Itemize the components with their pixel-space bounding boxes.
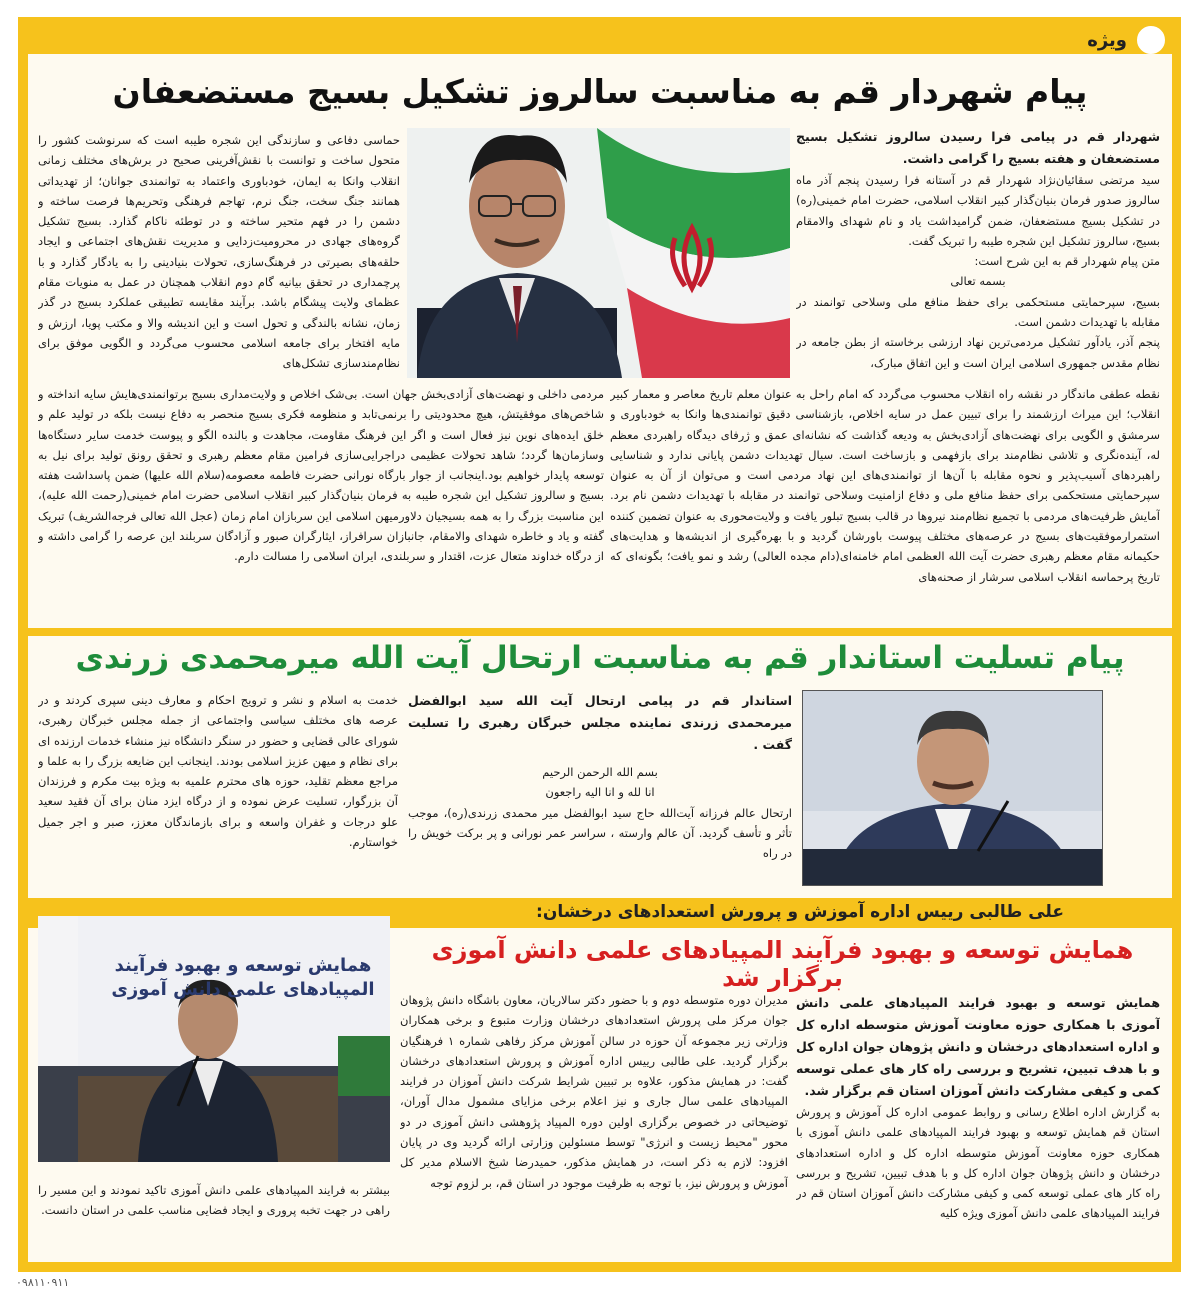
section-badge (1087, 24, 1167, 56)
article3-title: همایش توسعه و بهبود فرآیند المپیادهای علمی دانش آموزی برگزار شد (431, 936, 1134, 992)
article2-basmala: بسم الله الرحمن الرحیم (542, 765, 658, 779)
article3-right-column (796, 992, 1160, 1254)
article3-kicker: علی طالبی رییس اداره آموزش و پرورش استعدادهای درخشان: (536, 902, 1064, 922)
article2-right-column (408, 690, 792, 890)
article1-middle-column: نقطه عطفی ماندگار در نقشه راه انقلاب محسوب می‌گردد که امام راحل به عنوان معلم تاریخ معاصر و معمار کبیر انقلاب؛ این میراث ارزشمند را برای تبیین عمل در سایه اخلاص، بازشناسی دقیق توانمندی‌ها وانکا به خودباوری و سرمشق و الگویی برای نهضت‌های آزادی‌بخش به ودیعه گذاشت که نشانه‌ای عمق و ژرفای دیدگاه راهبردی معظم له، آینده‌نگری و تلاشی نظام‌مند برای بازفهمی و بازساخت است. سیال تهدیدات دشمن پایانی ندارد و شناسایی راهبردهای آسیب‌پذیر و نحوه مقابله با آن‌ها از توانمندی‌های این نهاد مردمی است و می‌توان از آن به عنوان سپرحمایتی مستحکمی برای حفظ منافع ملی و دفاع ازامنیت وسلاحی توانمند در مقابله با تهدیدات دشمن نام برد. آمایش ظرفیت‌های مردمی با تجمیع نظام‌مند نیروها در قالب بسیج تبلور یافت و ولایت‌محوری به عنوان تضمین کننده استمرارموفقیت‌های بسیج در عرصه‌های مختلف پیوست باورشان گردید و با بهره‌گیری از اندیشه‌ها و هدایت‌های حکیمانه مقام معظم رهبری حضرت آیت الله العظمی امام خامنه‌ای(دام مجده العالی) رشد و نمو یافت؛ بگونه‌ای که تاریخ پرحماسه انقلاب اسلامی سرشار از صحنه‌های (610, 387, 1160, 584)
article1-para: سید مرتضی سقائیان‌نژاد شهردار قم در آستانه فرا رسیدن پنجم آذر ماه سالروز صدور فرمان بنیان‌گذار کبیر انقلاب اسلامی، حضرت امام خمینی(ره) در تشکیل بسیج مستضعفان، ضمن گرامیداشت یاد و نام شهدای والامقام بسیج، سالروز تشکیل این شجره طیبه را تبریک گفت. (796, 173, 1160, 248)
governor-photo (802, 690, 1103, 886)
article1-right-column (796, 126, 1160, 380)
article2-inna: انا لله و انا الیه راجعون (545, 785, 655, 800)
article3-right-body: به گزارش اداره اطلاع رسانی و روابط عمومی اداره کل آموزش و پرورش استان قم همایش توسعه و بهبود فرایند المپیادهای علمی دانش آموزی با همکاری حوزه معاونت آموزش متوسطه اداره کل و اداره استعدادهای درخشان و دانش پژوهان جوان اداره کل و با هدف تبیین، تشریح و بررسی راه کار های عملی توسعه کمی و کیفی مشارکت دانش آموزان استان قم در فرایند المپیادهای علمی دانش آموزی ویژه کلیه (796, 1105, 1160, 1221)
article2-body: ارتحال عالم فرزانه آیت‌الله حاج سید ابوالفضل میر محمدی زرندی(ره)، موجب تأثر و تأسف گردید. آن عالم وارسته ، سراسر عمر نورانی و پر برکت خویش را در راه (408, 805, 792, 861)
conference-photo (38, 916, 390, 1162)
banner-line2: المپیادهای علمی دانش آموزی (111, 979, 375, 1000)
article3-middle-column: مدیران دوره متوسطه دوم و با حضور دکتر سالاریان، معاون باشگاه دانش پژوهان جوان مرکز ملی پرورش استعدادهای درخشان وزارت متبوع و برخی همکاران وزارتی زیر مجموعه آن حوزه در سالن آموزش مرکز رفاهی شماره ۱ فرهنگیان برگزار گردید. علی طالبی رییس اداره آموزش و پرورش استعدادهای درخشان گفت: در همایش مذکور، علاوه بر تبیین شرایط شرکت دانش آموزان در فرایند المپیادهای علمی سال جاری و نیز اعلام برخی مزایای مشمول مدال آوران، توضیحاتی در خصوص برگزاری اولین دوره المپیاد پژوهشی دانش آموزی در دو محور "محیط زیست و انرژی" توسط مسئولین وزارتی ارائه گردید وی در پایان افزود: لازم به ذکر است، در همایش مذکور، حمیدرضا شیخ الاسلام مدیر کل آموزش و پرورش نیز، با توجه به ظرفیت موجود در استان قم، بر لزوم توجه (400, 993, 788, 1190)
mayor-photo (407, 128, 790, 378)
section-label: ویژه (1087, 29, 1127, 51)
article2-left-column: خدمت به اسلام و نشر و ترویج احکام و معارف دینی سپری کردند و در عرصه های مختلف سیاسی واجتماعی از جمله مجلس خبرگان رهبری، شورای عالی قضایی و حضور در سنگر دانشگاه نیز منشاء خدمات ارزنده ای برای نظام و میهن عزیز اسلامی بودند. اینجانب این ضایعه بزرگ را به علما و مراجع معظم تقلید، حوزه های محترم علمیه به ویژه بیت مکرم و فرزندان آن بزرگوار، تسلیت عرض نموده و از درگاه ایزد منان برای آن فقید سعید علو درجات و غفران واسعه و برای بازماندگان معزز، صبر و اجر جمیل خواستارم. (38, 693, 398, 850)
article2-lead: استاندار قم در پیامی ارتحال آیت الله سید ابوالفضل میرمحمدی زرندی نماینده مجلس خبرگان رهبری را تسلیت گفت . (408, 693, 792, 752)
article3-lead: همایش توسعه و بهبود فرایند المپیادهای علمی دانش آموزی با همکاری حوزه معاونت آموزش متوسطه اداره کل و اداره استعدادهای درخشان و دانش پژوهان جوان اداره کل و با هدف تبیین، تشریح و بررسی راه کار های عملی توسعه کمی و کیفی مشارکت دانش آموزان استان قم برگزار شد. (796, 995, 1160, 1098)
article1-bismillah: بسمه تعالی (950, 274, 1006, 289)
article1-left-top: حماسی دفاعی و سازندگی این شجره طیبه است که سرنوشت کشور را متحول ساخت و توانست با نقش‌آفرینی صحیح در برش‌های مختلف زمانی انقلاب وانکا به ایمان، خودباوری واعتماد به توانمندی جوانان؛ از تهدیداتی همانند جنگ سخت، جنگ نرم، تهاجم فرهنگی وتحریم‌ها فرصت ساخته و دشمن را در فهم متحیر ساخته و در توطئه ناکام گذارد. بسیج تشکیل گروه‌های جهادی در محرومیت‌زدایی و مدیریت نقش‌های اجتماعی و ایجاد حلقه‌های بصیرتی در فرهنگ‌سازی، تحولات بنیادینی را به یادگار گذارد و با پرچمداری در تحقق بیانیه گام دوم انقلاب همچنان در عمل به منویات مقام عظمای ولایت پیشگام باشد. برآیند مقایسه تطبیقی عملکرد بسیج در گذر زمان، نشانه بالندگی و تحول است و این اندیشه والا و مکتب پویا، ارزش و مایه افتخار برای جامعه اسلامی محسوب می‌گردد و الگویی موفق برای نظام‌مندسازی تشکل‌های (38, 133, 400, 371)
article3-left-column: بیشتر به فرایند المپیادهای علمی دانش آموزی تاکید نمودند و این مسیر را راهی در جهت تخبه پروری و ایجاد فضایی مناسب علمی در استان دانست. (38, 1183, 390, 1218)
article1-para: متن پیام شهردار قم به این شرح است: (974, 254, 1160, 269)
article1-lead: شهردار قم در پیامی فرا رسیدن سالروز تشکیل بسیج مستضعفان و هفته بسیج را گرامی داشت. (796, 129, 1160, 166)
footer-phone-number: ۰۹۸۱۱۰۹۱۱ (16, 1276, 70, 1289)
banner-line1: همایش توسعه و بهبود فرآیند (114, 955, 372, 976)
article1-para: پنجم آذر، یادآور تشکیل مردمی‌ترین نهاد ارزشی برخاسته از بطن جامعه در نظام مقدس جمهوری اسلامی ایران است و این اتفاق مبارک، (796, 335, 1160, 370)
article1-title: پیام شهردار قم به مناسبت سالروز تشکیل بسیج مستضعفان (112, 72, 1088, 111)
article1-para: بسیج، سپرحمایتی مستحکمی برای حفظ منافع ملی وسلاحی توانمند در مقابله با تهدیدات دشمن است. (796, 294, 1160, 330)
article2-title: پیام تسلیت استاندار قم به مناسبت ارتحال آیت الله میرمحمدی زرندی (75, 640, 1125, 676)
circle-icon (1135, 24, 1167, 56)
article1-left-bottom: مردمی داخلی و نهضت‌های آزادی‌بخش جهان است. بی‌شک اخلاص و ولایت‌مداری بسیج برتوانمندی‌هایش سایه انداخته و شاخص‌های موفقیتش، هیچ محدودیتی را برنمی‌تابد و منظومه فکری بسیج منحصر به دفاع نیست بلکه در تولید علم و خلق ایده‌های نوین نیز فعال است و اگر این فرهنگ مقاومت، مجاهدت و بالنده الگو و پیوست خدمت سایر دستگاه‌ها وسازمان‌ها گردد؛ شاهد تحولات عظیمی دراجرایی‌سازی فرامین مقام معظم رهبری و تحقق رونق تولید برای نیل به توسعه پایدار خواهیم بود.اینجانب از جوار بارگاه نورانی حضرت فاطمه معصومه(سلام الله علیها) ضمن پاسداشت هفته بسیج و سالروز تشکیل این شجره طیبه به فرمان بنیان‌گذار کبیر انقلاب اسلامی حضرت امام خمینی(رحمت الله علیه)، این مناسبت بزرگ را به همه بسیجیان دلاورمیهن اسلامی این سربازان امام زمان (عجل الله تعالی فرجه‌الشریف) تبریک گفته و یاد و خاطره شهدای والامقام، جانبازان سرافراز، ایثارگران صبور و آزادگان سربلند این عرصه را گرامی داشته و از درگاه خداوند متعال عزت، اقتدار و سربلندی، ایران اسلامی را مسالت دارم. (38, 387, 604, 564)
